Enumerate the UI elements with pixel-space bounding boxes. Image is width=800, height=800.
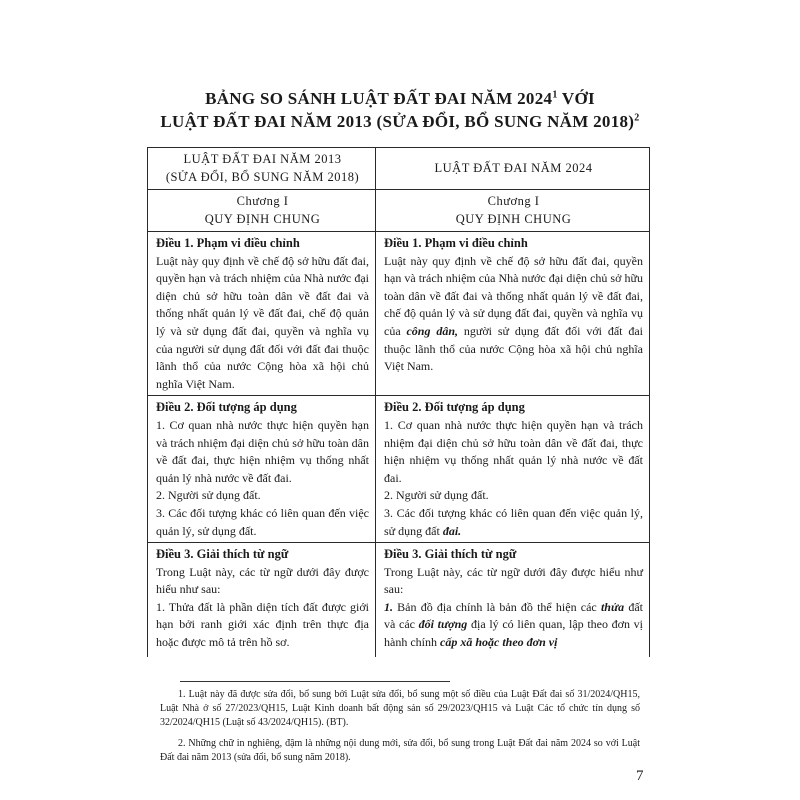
article-1-old: [148, 232, 376, 396]
article-title: Điều 1. Phạm vi điều chỉnh: [156, 236, 300, 250]
chapter-row: [148, 190, 650, 232]
article-2-old: [148, 396, 376, 543]
article-clause: 1. Cơ quan nhà nước thực hiện quyền hạn và trách nhiệm đại diện chủ sở hữu toàn dân về đất đai, thực hiện nhiệm vụ thống nhất quản lý nhà nước về đất đai.: [384, 417, 643, 485]
highlight-text: cấp xã hoặc theo đơn vị: [440, 635, 558, 650]
highlight-text: đai.: [442, 523, 462, 538]
article-clause: 1. Thửa đất là phần diện tích đất được giới hạn bởi ranh giới xác định trên thực địa hoặc được mô tả trên hồ sơ.: [156, 599, 369, 650]
footnote-marker-2[interactable]: 2: [634, 112, 640, 124]
article-clause: 1. Cơ quan nhà nước thực hiện quyền hạn và trách nhiệm đại diện chủ sở hữu toàn dân về đất đai, thực hiện nhiệm vụ thống nhất quản lý nhà nước về đất đai.: [156, 417, 369, 485]
chapter-name: QUY ĐỊNH CHUNG: [455, 212, 572, 226]
article-clause: 2. Người sử dụng đất.: [384, 488, 489, 503]
chapter-left: [148, 190, 376, 232]
highlight-text: công dân,: [406, 323, 458, 338]
text-segment: 3. Các đối tượng khác có liên quan đến việc quản lý, sử dụng đất: [384, 505, 643, 538]
header-law-2013: [148, 148, 376, 190]
comparison-table: [147, 147, 650, 657]
table-header-row: [148, 148, 650, 190]
chapter-label: Chương I: [487, 194, 540, 209]
article-2-new: [376, 396, 650, 543]
chapter-label: Chương I: [236, 194, 289, 209]
article-clause: 3. Các đối tượng khác có liên quan đến việc quản lý, sử dụng đất.: [156, 505, 369, 538]
article-clause: [384, 599, 643, 652]
table-row-article-1: [148, 232, 650, 396]
highlight-text: thửa: [600, 599, 625, 614]
article-clause: [384, 505, 643, 540]
header-law-2024: LUẬT ĐẤT ĐAI NĂM 2024: [376, 148, 650, 190]
text-segment: đất và các: [384, 599, 643, 632]
article-3-old: [148, 543, 376, 657]
article-title: Điều 3. Giải thích từ ngữ: [156, 547, 289, 562]
page-title-line-1: [0, 89, 800, 109]
table-row-article-3: [148, 543, 650, 657]
page-title-line-2: [0, 112, 800, 132]
footnote-marker-1[interactable]: 1: [552, 89, 558, 101]
text-segment: người sử dụng đất đối với đất đai thuộc lãnh thổ của nước Cộng hòa xã hội chủ nghĩa Việt Nam.: [384, 323, 643, 374]
highlight-text: 1.: [384, 599, 393, 614]
article-title: Điều 1. Phạm vi điều chỉnh: [384, 236, 528, 250]
footnote-2: 2. Những chữ in nghiêng, đậm là những nội dung mới, sửa đổi, bổ sung trong Luật Đất đai năm 2024 so với Luật Đất đai năm 2013 (sửa đổi, bổ sung năm 2018).: [160, 738, 640, 763]
article-text: Luật này quy định về chế độ sở hữu đất đai, quyền hạn và trách nhiệm của Nhà nước đại diện chủ sở hữu toàn dân về đất đai và thống nhất quản lý về đất đai, chế độ quản lý và sử dụng đất đai, quyền và nghĩa vụ của người sử dụng đất đối với đất đai thuộc lãnh thổ của nước Cộng hòa xã hội chủ nghĩa Việt Nam.: [156, 253, 369, 391]
article-title: Điều 2. Đối tượng áp dụng: [384, 400, 525, 415]
footnote-divider: [180, 681, 450, 682]
title-text: LUẬT ĐẤT ĐAI NĂM 2013 (SỬA ĐỔI, BỔ SUNG NĂM 2018): [160, 112, 635, 131]
chapter-name: QUY ĐỊNH CHUNG: [204, 212, 321, 226]
article-1-new: [376, 232, 650, 396]
title-text-end: VỚI: [557, 89, 595, 108]
table-row-article-2: [148, 396, 650, 543]
article-text: Trong Luật này, các từ ngữ dưới đây được hiểu như sau:: [384, 564, 643, 597]
header-left-line-2: (SỬA ĐỔI, BỔ SUNG NĂM 2018): [165, 170, 360, 184]
article-3-new: [376, 543, 650, 657]
article-text: Trong Luật này, các từ ngữ dưới đây được hiểu như sau:: [156, 564, 369, 597]
text-segment: Luật này quy định về chế độ sở hữu đất đai, quyền hạn và trách nhiệm của Nhà nước đại diện chủ sở hữu toàn dân về đất đai và thống nhất quản lý về đất đai, chế độ quản lý và sử dụng đất đai, quyền và nghĩa vụ của: [384, 253, 643, 338]
text-segment: Bản đồ địa chính là bản đồ thể hiện các: [393, 599, 601, 614]
title-text: BẢNG SO SÁNH LUẬT ĐẤT ĐAI NĂM 2024: [205, 89, 553, 108]
header-left-line-1: LUẬT ĐẤT ĐAI NĂM 2013: [183, 152, 342, 167]
article-text: [384, 253, 643, 376]
page-number: 7: [636, 768, 644, 784]
article-title: Điều 3. Giải thích từ ngữ: [384, 547, 517, 562]
footnote-1: 1. Luật này đã được sửa đổi, bổ sung bởi Luật sửa đổi, bổ sung một số điều của Luật Đất đai số 31/2024/QH15, Luật Nhà ở số 27/2023/QH15, Luật Kinh doanh bất động sản số 29/2023/QH15 và Luật Các tổ chức tín dụng số 32/2024/QH15 (Luật số 43/2024/QH15). (BT).: [160, 689, 640, 728]
chapter-right: [376, 190, 650, 232]
article-clause: 2. Người sử dụng đất.: [156, 488, 261, 503]
text-segment: địa lý có liên quan, lập theo đơn vị hành chính: [384, 617, 643, 650]
highlight-text: đối tượng: [418, 617, 468, 632]
article-title: Điều 2. Đối tượng áp dụng: [156, 400, 297, 415]
